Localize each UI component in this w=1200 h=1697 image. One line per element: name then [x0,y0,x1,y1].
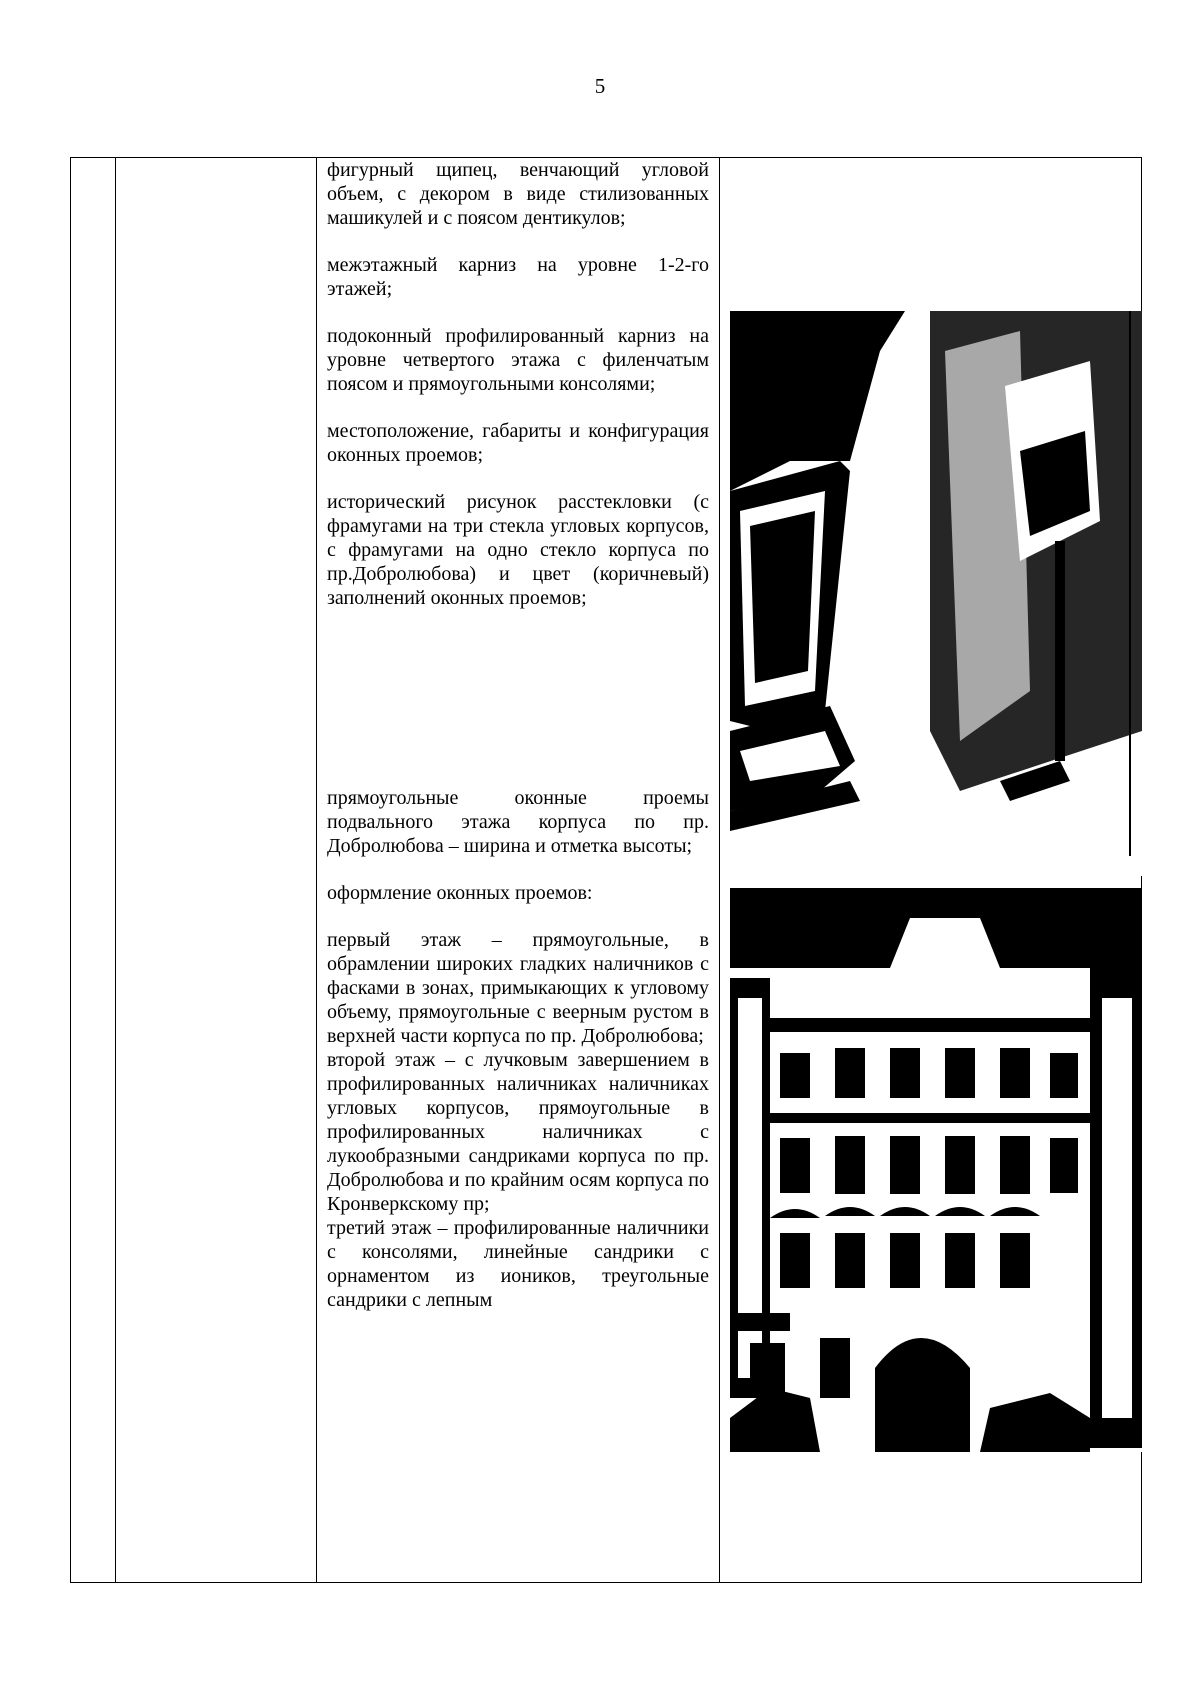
paragraph-sill-cornice: подоконный профилированный карниз на уровне четвертого этажа с филенчатым поясом и прямоугольными консолями; [327,325,709,395]
paragraph-window-layout: местоположение, габариты и конфигурация оконных проемов; [327,420,709,466]
table-row [71,158,1142,1583]
photo-cell [720,158,1142,1583]
building-facade-photo-icon [730,888,1142,1452]
window-detail-photo-icon [730,311,1142,876]
window-detail-photo [730,311,1142,876]
building-facade-photo [730,888,1142,1452]
description-cell [317,158,720,1583]
paragraph-first-floor: первый этаж – прямоугольные, в обрамлении широких гладких наличников с фасками в зонах, примыкающих к угловому объему, прямоугольные с веерным рустом в верхней части корпуса по пр. Добролюбова; [327,929,709,1047]
paragraph-window-decoration: оформление оконных проемов: [327,882,593,904]
paragraph-third-floor: третий этаж – профилированные наличники с консолями, линейные сандрики с орнаментом из иоников, треугольные сандрики с лепным [327,1217,709,1311]
page-number: 5 [594,74,606,98]
paragraph-basement-windows: прямоугольные оконные проемы подвального этажа корпуса по пр. Добролюбова – ширина и отметка высоты; [327,787,709,857]
paragraph-cornice: межэтажный карниз на уровне 1-2-го этажей; [327,254,709,300]
paragraph-glazing: исторический рисунок расстекловки (с фрамугами на три стекла угловых корпусов, с фрамугами на одно стекло корпуса по пр.Добролюбова) и цвет (коричневый) заполнений оконных проемов; [327,491,709,609]
number-cell [71,158,116,1583]
paragraph-gable: фигурный щипец, венчающий угловой объем, с декором в виде стилизованных машикулей и с поясом дентикулов; [327,159,709,229]
object-cell [116,158,317,1583]
spacer [327,610,709,786]
paragraph-second-floor: второй этаж – с лучковым завершением в профилированных наличниках наличниках угловых корпусов, прямоугольные в профилированных наличниках с лукообразными сандриками корпуса по пр. Добролюбова и по крайним осям корпуса по Кронверкскому пр; [327,1049,709,1215]
document-table [70,157,1142,1583]
